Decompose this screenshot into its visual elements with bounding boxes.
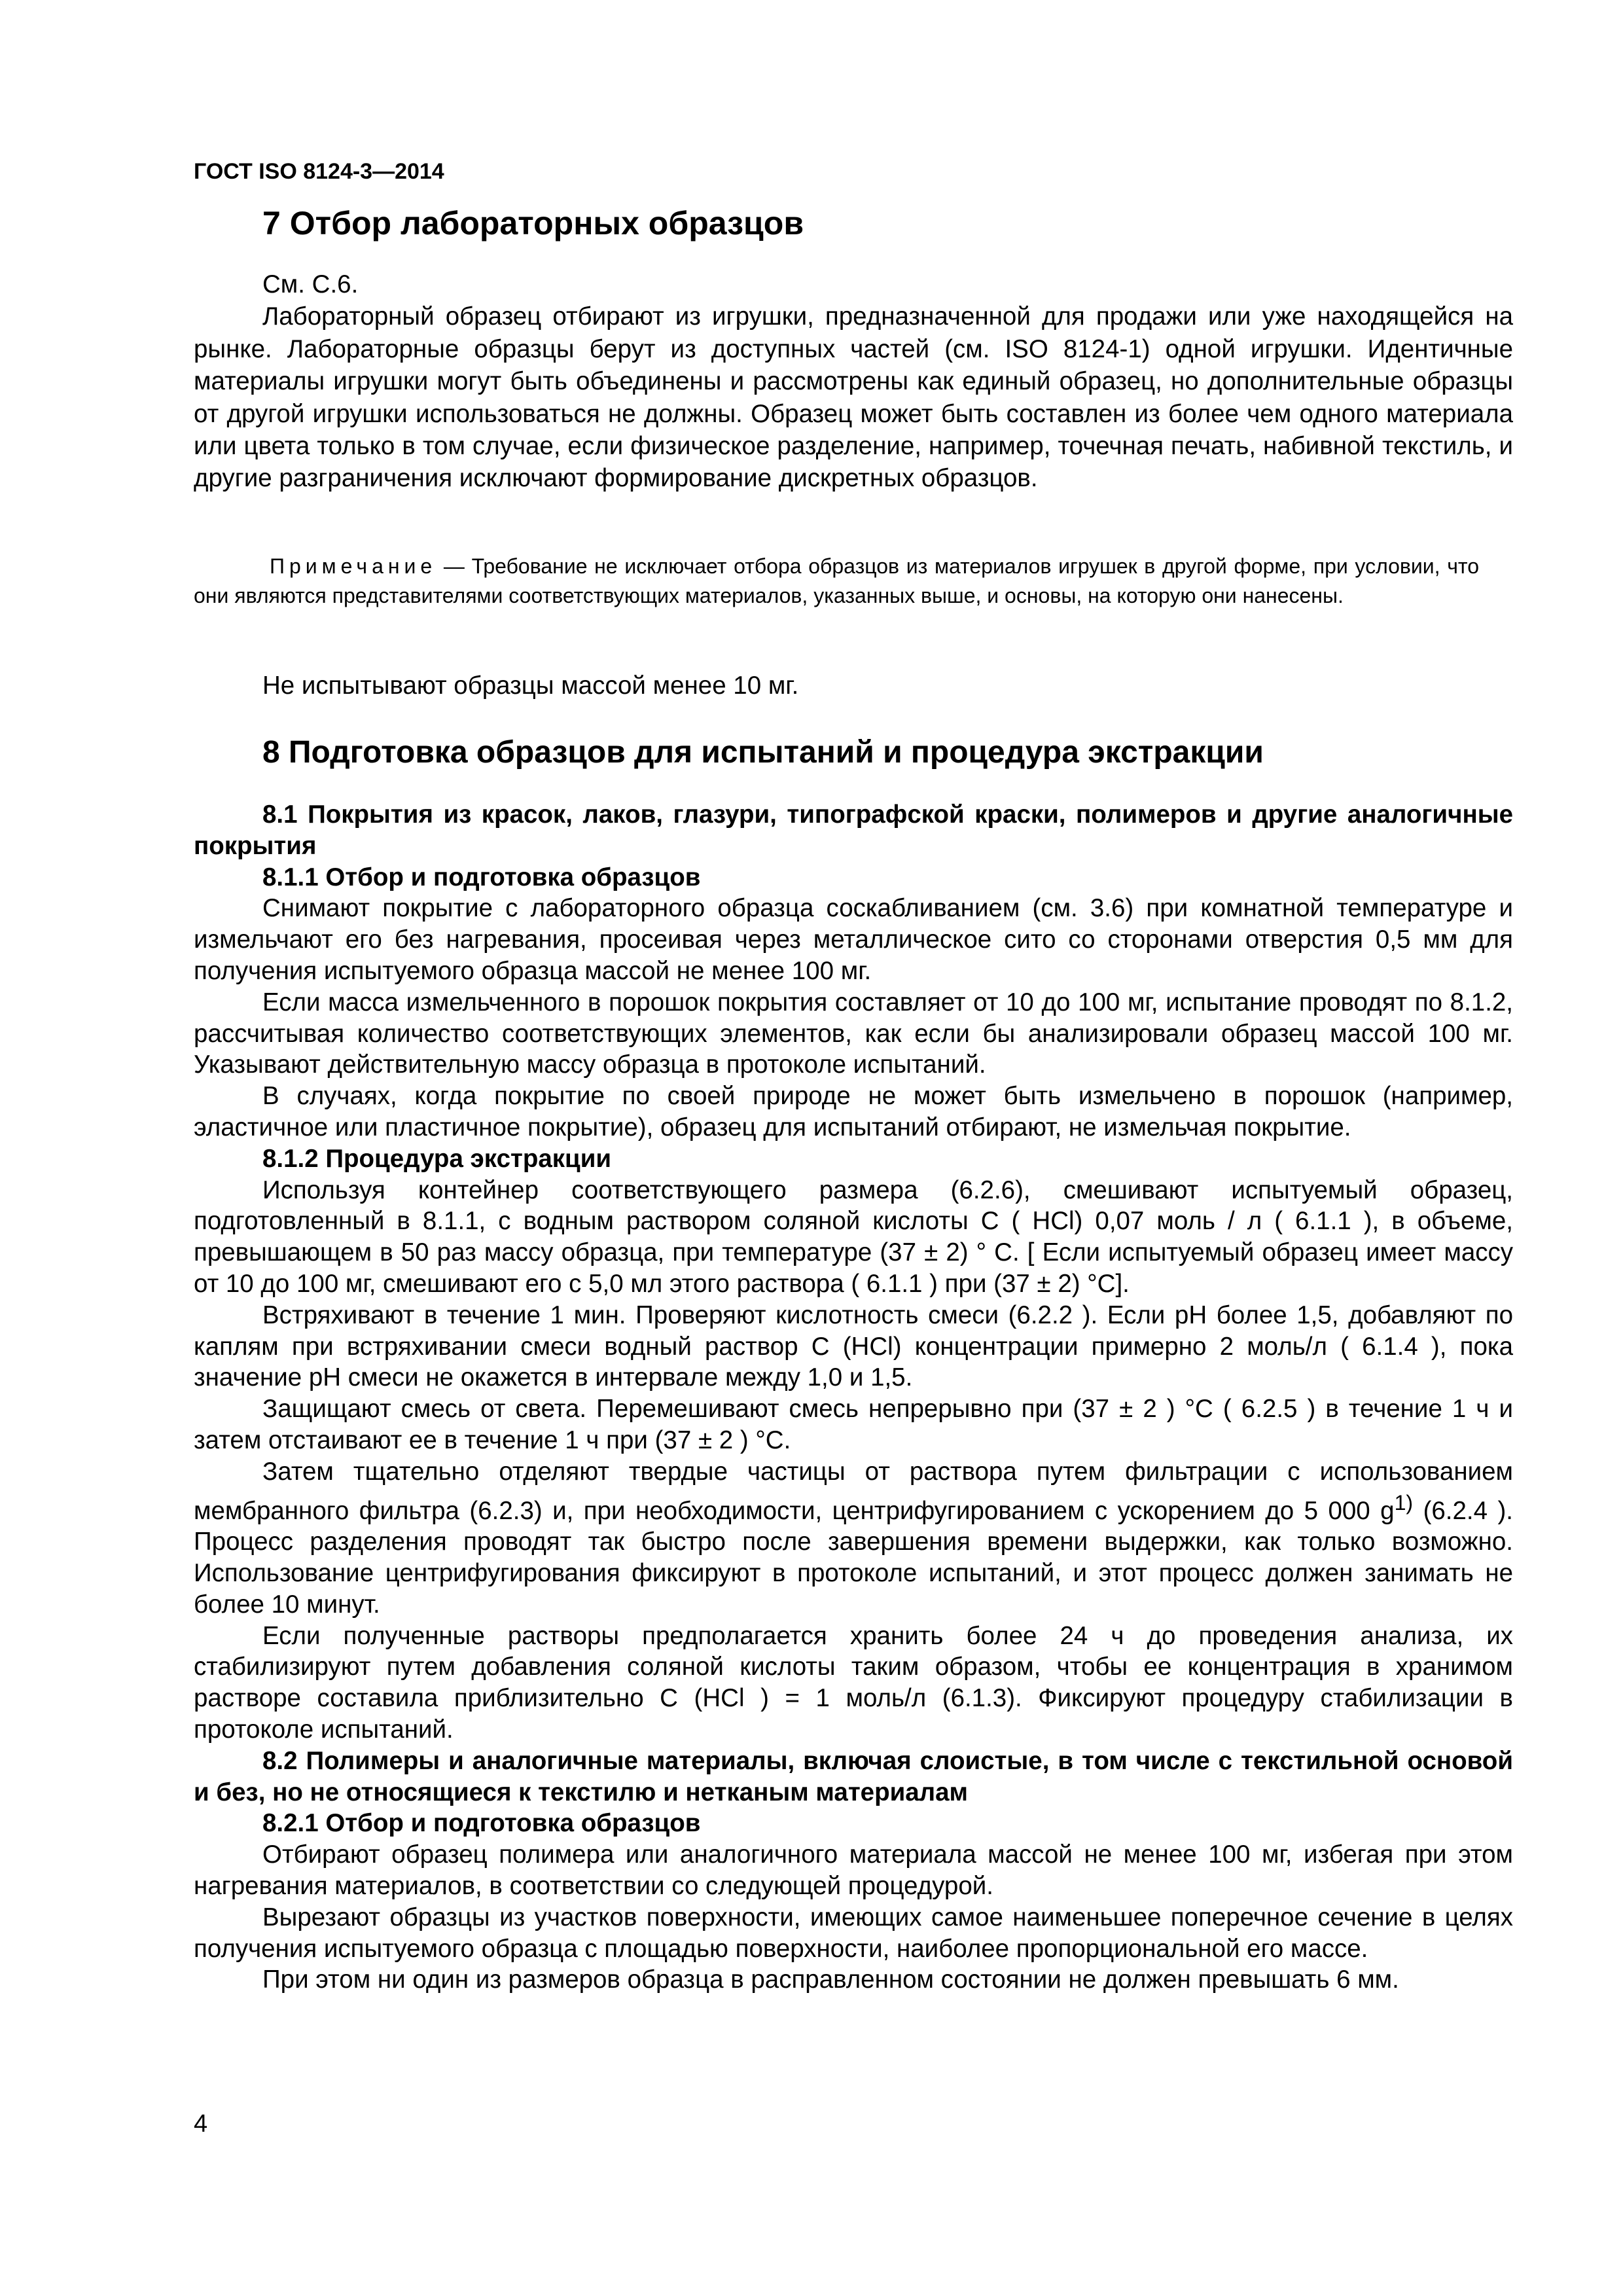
footnote-reference: 1) [1394,1490,1414,1515]
paragraph: В случаях, когда покрытие по своей природе не может быть измельчено в порошок (например, эластичное или пластичное покрытие), образец для испытаний отбирают, не измельчая покрытие. [194,1082,1513,1141]
paragraph: Встряхивают в течение 1 мин. Проверяют кислотность смеси (6.2.2 ). Если рН более 1,5, добавляют по каплям при встряхивании смеси водный раствор С (HCl) концентрации примерно 2 моль/л ( 6.1.4 ), пока значение рН смеси не окажется в интервале между 1,0 и 1,5. [194,1300,1513,1392]
note-text: — Требование не исключает отбора образцов из материалов игрушек в другой форме, при условии, что они являются представителями соответствующих материалов, указанных выше, и основы, на которую они нанесены. [194,554,1479,607]
paragraph: Лабораторный образец отбирают из игрушки, предназначенной для продажи или уже находящейся на рынке. Лабораторные образцы берут из доступных частей (см. ISO 8124-1) одной игрушки. Идентичные материалы игрушки могут быть объединены и рассмотрены как единый образец, но дополнительные образцы от другой игрушки использоваться не должны. Образец может быть составлен из более чем одного материала или цвета только в том случае, если физическое разделение, например, точечная печать, набивной текстиль, и другие разграничения исключают формирование дискретных образцов. [194,302,1513,493]
text-run: Затем тщательно отделяют твердые частицы от раствора путем фильтрации с использованием мембранного фильтра (6.2.3) и, при необходимости, центрифугированием с ускорением до 5 000 g [194,1457,1513,1525]
subsection-8-2-heading: 8.2 Полимеры и аналогичные материалы, включая слоистые, в том числе с текстильной основой и без, но не относящиеся к текстилю и нетканым материалам [194,1746,1513,1806]
paragraph: Если полученные растворы предполагается хранить более 24 ч до проведения анализа, их стабилизируют путем добавления соляной кислоты таким образом, чтобы ее концентрация в хранимом растворе составила приблизительно С (HCl ) = 1 моль/л (6.1.3). Фиксируют процедуру стабилизации в протоколе испытаний. [194,1621,1513,1744]
note-label: Примечание [270,554,437,578]
paragraph: Используя контейнер соответствующего размера (6.2.6), смешивают испытуемый образец, подготовленный в 8.1.1, с водным раствором соляной кислоты С ( HCl) 0,07 моль / л ( 6.1.1 ), в объеме, превышающем в 50 раз массу образца, при температуре (37 ± 2) ° С. [ Если испытуемый образец имеет массу от 10 до 100 мг, смешивают его с 5,0 мл этого раствора ( 6.1.1 ) при (37 ± 2) °С]. [194,1175,1513,1298]
section-8-body [194,799,1513,1996]
section-7-body [194,268,1513,495]
paragraph: См. С.6. [262,270,359,298]
note-block [194,552,1479,610]
section-8-heading: 8 Подготовка образцов для испытаний и процедура экстракции [262,735,1264,770]
paragraph: Вырезают образцы из участков поверхности, имеющих самое наименьшее поперечное сечение в целях получения испытуемого образца с площадью поверхности, наиболее пропорциональной его массе. [194,1903,1513,1963]
page-number: 4 [194,2110,208,2138]
paragraph: При этом ни один из размеров образца в расправленном состоянии не должен превышать 6 мм. [262,1965,1399,1994]
subsection-8-1-2-heading: 8.1.2 Процедура экстракции [262,1144,612,1173]
standard-designation: ГОСТ ISO 8124-3—2014 [194,159,444,184]
subsection-8-1-heading: 8.1 Покрытия из красок, лаков, глазури, типографской краски, полимеров и другие аналогичные покрытия [194,800,1513,860]
subsection-8-1-1-heading: 8.1.1 Отбор и подготовка образцов [262,863,701,891]
text-run: (6.2.4 ). Процесс разделения проводят так быстро после завершения времени выдержки, как только возможно. Использование центрифугирования фиксируют в протоколе испытаний, и этот процесс должен занимать не более 10 минут. [194,1496,1513,1619]
subsection-8-2-1-heading: 8.2.1 Отбор и подготовка образцов [262,1809,701,1838]
note-paragraph [194,552,1479,610]
paragraph: Защищают смесь от света. Перемешивают смесь непрерывно при (37 ± 2 ) °С ( 6.2.5 ) в течение 1 ч и затем отстаивают ее в течение 1 ч при (37 ± 2 ) °С. [194,1395,1513,1454]
paragraph: Отбирают образец полимера или аналогичного материала массой не менее 100 мг, избегая при этом нагревания материалов, в соответствии со следующей процедурой. [194,1840,1513,1900]
paragraph: Снимают покрытие с лабораторного образца соскабливанием (см. 3.6) при комнатной температуре и измельчают его без нагревания, просеивая через металлическое сито со сторонами отверстия 0,5 мм для получения испытуемого образца массой не менее 100 мг. [194,894,1513,985]
section-7-heading: 7 Отбор лабораторных образцов [262,205,804,242]
paragraph [194,1456,1513,1621]
paragraph: Если масса измельченного в порошок покрытия составляет от 10 до 100 мг, испытание проводят по 8.1.2, рассчитывая количество соответствующих элементов, как если бы анализировали образец массой 100 мг. Указывают действительную массу образца в протоколе испытаний. [194,988,1513,1079]
paragraph: Не испытывают образцы массой менее 10 мг. [262,672,799,700]
